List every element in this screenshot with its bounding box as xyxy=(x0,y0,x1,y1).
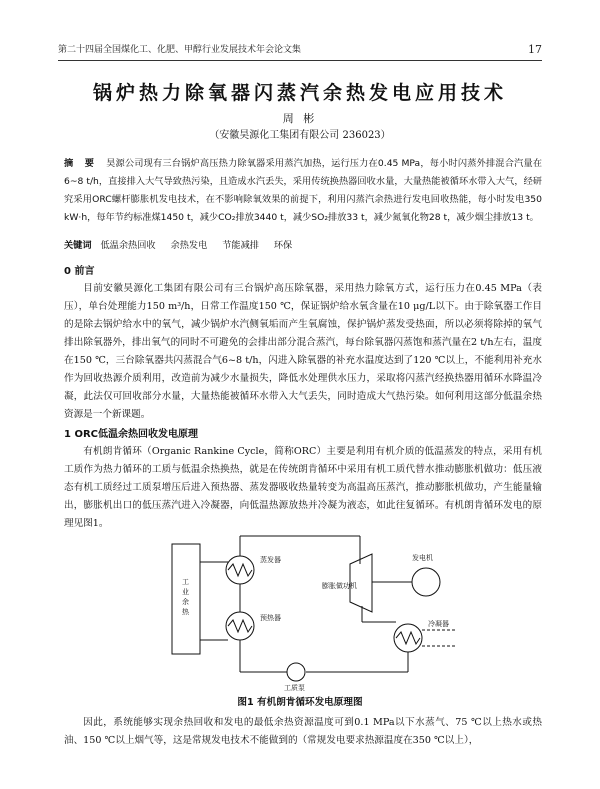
affiliation: （安徽昊源化工集团有限公司 236023） xyxy=(209,130,391,141)
section-heading-1: 1 ORC低温余热回收发电原理 xyxy=(64,429,198,440)
label-expander: 膨胀做功机 xyxy=(322,582,357,590)
paper-title: 锅炉热力除氧器闪蒸汽余热发电应用技术 xyxy=(92,82,507,104)
label-preheater: 预热器 xyxy=(260,614,281,622)
running-title: 第二十四届全国煤化工、化肥、甲醇行业发展技术年会论文集 xyxy=(58,45,302,55)
section-0-paragraph: 目前安徽昊源化工集团有限公司有三台锅炉高压除氧器，采用热力除氧方式，运行压力在0.45 MPa（表压），单台处理能力150 m³/h，日常工作温度150 ℃，保证锅炉给水氧含量在10 μg/L以下。由于除氧器工作目的是除去锅炉给水中的氧气，减少锅炉水汽侧氧垢而产生氧腐蚀，保护锅炉蒸发受热面，所以必须将除掉的氧气排出除氧器外，排出氧气的同时不可避免的会排出部分混合蒸汽，每台除氧器闪蒸饱和蒸汽量在2 t/h左右，温度在150 ℃，三台除氧器共闪蒸混合气6~8 t/h，闪进入除氧器的补充水温度达到了120 ℃以上，不能利用补充水作为回收热源介质利用，改造前为减少水量损失，降低水处理供水压力，采取将闪蒸汽经换热器用循环水降温冷凝，此法仅可回收部分水量，大量热能被循环水带入大气丢失，同时造成大气热污染。如何利用这部分低温余热资源是一个新课题。 xyxy=(64,283,542,420)
keyword: 环保 xyxy=(273,240,293,251)
abstract-text: 昊源公司现有三台锅炉高压热力除氧器采用蒸汽加热，运行压力在0.45 MPa，每小时闪蒸外排混合汽量在6~8 t/h，直接排入大气导致热污染，且造成水汽丢失，采用传统换热器回收水量，大量热能被循环水带入大气，经研究采用ORC螺杆膨胀机发电技术，在不影响除氧效果的前提下，利用闪蒸汽余热进行发电回收热能，每小时发电350 kW·h，每年节约标准煤1450 t，减少CO₂排放3440 t，减少SO₂排放33 t，减少氮氧化物28 t，减少烟尘排放13 t。 xyxy=(64,158,543,223)
label-evaporator: 蒸发器 xyxy=(260,556,281,564)
heat-source-char: 工 xyxy=(182,578,189,586)
keyword: 低温余热回收 xyxy=(100,240,156,251)
keyword: 余热发电 xyxy=(170,240,208,251)
heat-source-char: 余 xyxy=(182,598,189,606)
orc-diagram xyxy=(150,522,480,692)
keywords-label: 关键词 xyxy=(64,240,92,251)
author: 周 彬 xyxy=(282,112,318,125)
orc-diagram-svg xyxy=(150,522,480,692)
page-number: 17 xyxy=(528,43,542,56)
heat-source-char: 热 xyxy=(182,608,189,616)
generator-symbol xyxy=(412,568,440,596)
label-condenser: 冷凝器 xyxy=(428,620,449,628)
running-header xyxy=(58,38,542,61)
label-heat-source xyxy=(182,578,190,616)
section-heading-0: 0 前言 xyxy=(64,266,95,277)
section-1-continuation: 因此，系统能够实现余热回收和发电的最低余热资源温度可到0.1 MPa以下水蒸气、75 ℃以上热水或热油、150 ℃以上烟气等，这是常规发电技术不能做到的（常规发电要求热源温度在350 ℃以上）， xyxy=(64,717,542,746)
figure-caption: 图1 有机朗肯循环发电原理图 xyxy=(237,697,363,708)
keywords xyxy=(64,237,542,251)
pump-symbol xyxy=(287,663,305,681)
section-1-paragraph: 有机朗肯循环（Organic Rankine Cycle，简称ORC）主要是利用有机介质的低温蒸发的特点，采用有机工质作为热力循环的工质与低温余热换热，就是在传统朗肯循环中采用有机工质代替水推动膨胀机做功：低压液态有机工质经过工质泵增压后进入预热器、蒸发器吸收热量转变为高温高压蒸汽，推动膨胀机做功，产生能量输出，膨胀机出口的低压蒸汽进入冷凝器，向低温热源放热并冷凝为液态，如此往复循环。有机朗肯循环发电的原理见图1。 xyxy=(64,446,542,529)
heat-source-char: 业 xyxy=(182,588,189,596)
abstract xyxy=(64,155,542,227)
keyword: 节能减排 xyxy=(222,240,259,251)
abstract-label: 摘 要 xyxy=(64,158,99,169)
label-pump: 工质泵 xyxy=(284,684,305,692)
label-generator: 发电机 xyxy=(412,554,433,562)
